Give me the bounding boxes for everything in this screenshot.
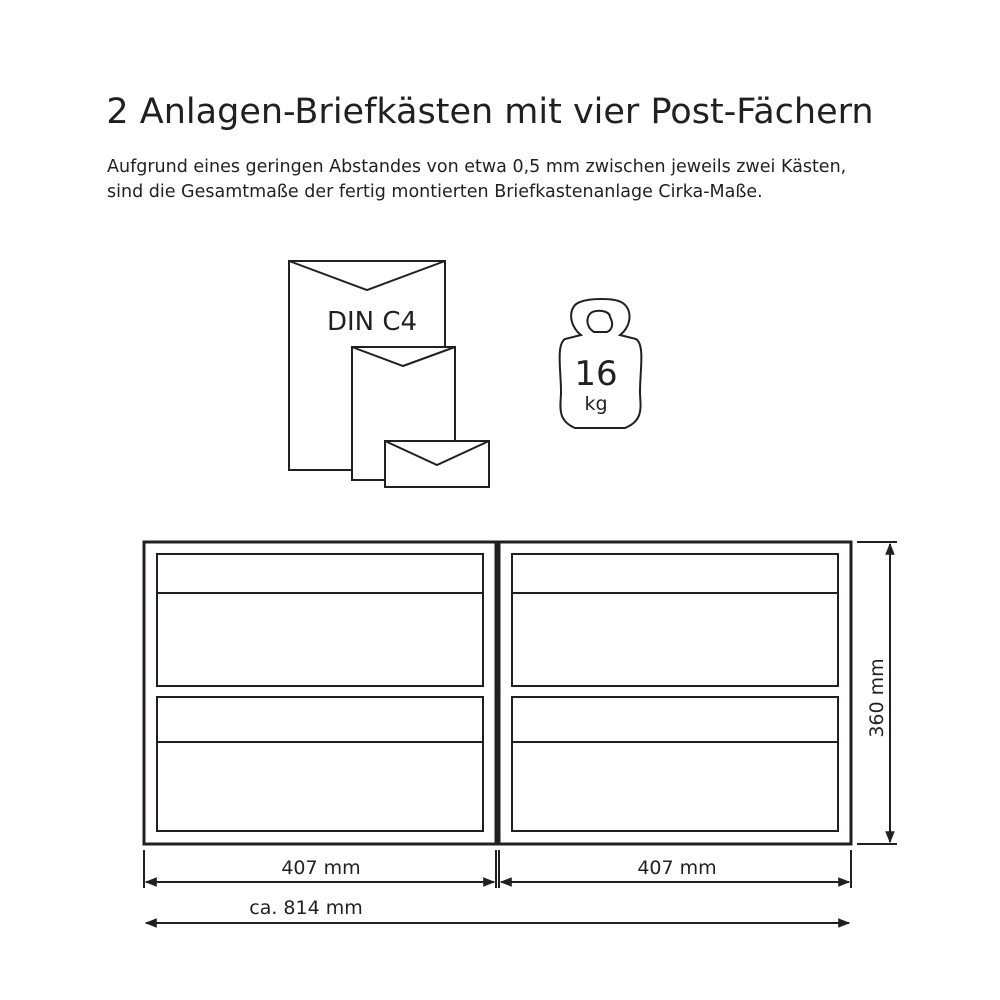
mailbox-right bbox=[499, 542, 851, 844]
mailbox-left bbox=[144, 542, 496, 844]
envelope-size-label: DIN C4 bbox=[326, 307, 418, 337]
height-label: 360 mm bbox=[866, 658, 888, 738]
left-width-label: 407 mm bbox=[281, 857, 361, 879]
description-line-1: Aufgrund eines geringen Abstandes von etwa 0,5 mm zwischen jeweils zwei Kästen, bbox=[107, 157, 847, 177]
dimension-lines bbox=[144, 542, 897, 923]
weight-value: 16 bbox=[574, 354, 618, 394]
envelope-dl-icon bbox=[385, 441, 489, 487]
weight-icon bbox=[560, 299, 642, 428]
weight-unit: kg bbox=[584, 393, 608, 415]
page-title: 2 Anlagen-Briefkästen mit vier Post-Fächern bbox=[106, 92, 874, 132]
mailbox-assembly bbox=[144, 542, 851, 844]
total-width-label: ca. 814 mm bbox=[249, 897, 363, 919]
description-line-2: sind die Gesamtmaße der fertig montierten Briefkastenanlage Cirka-Maße. bbox=[107, 182, 763, 202]
right-width-label: 407 mm bbox=[637, 857, 717, 879]
envelope-sizes-icon bbox=[289, 261, 489, 487]
